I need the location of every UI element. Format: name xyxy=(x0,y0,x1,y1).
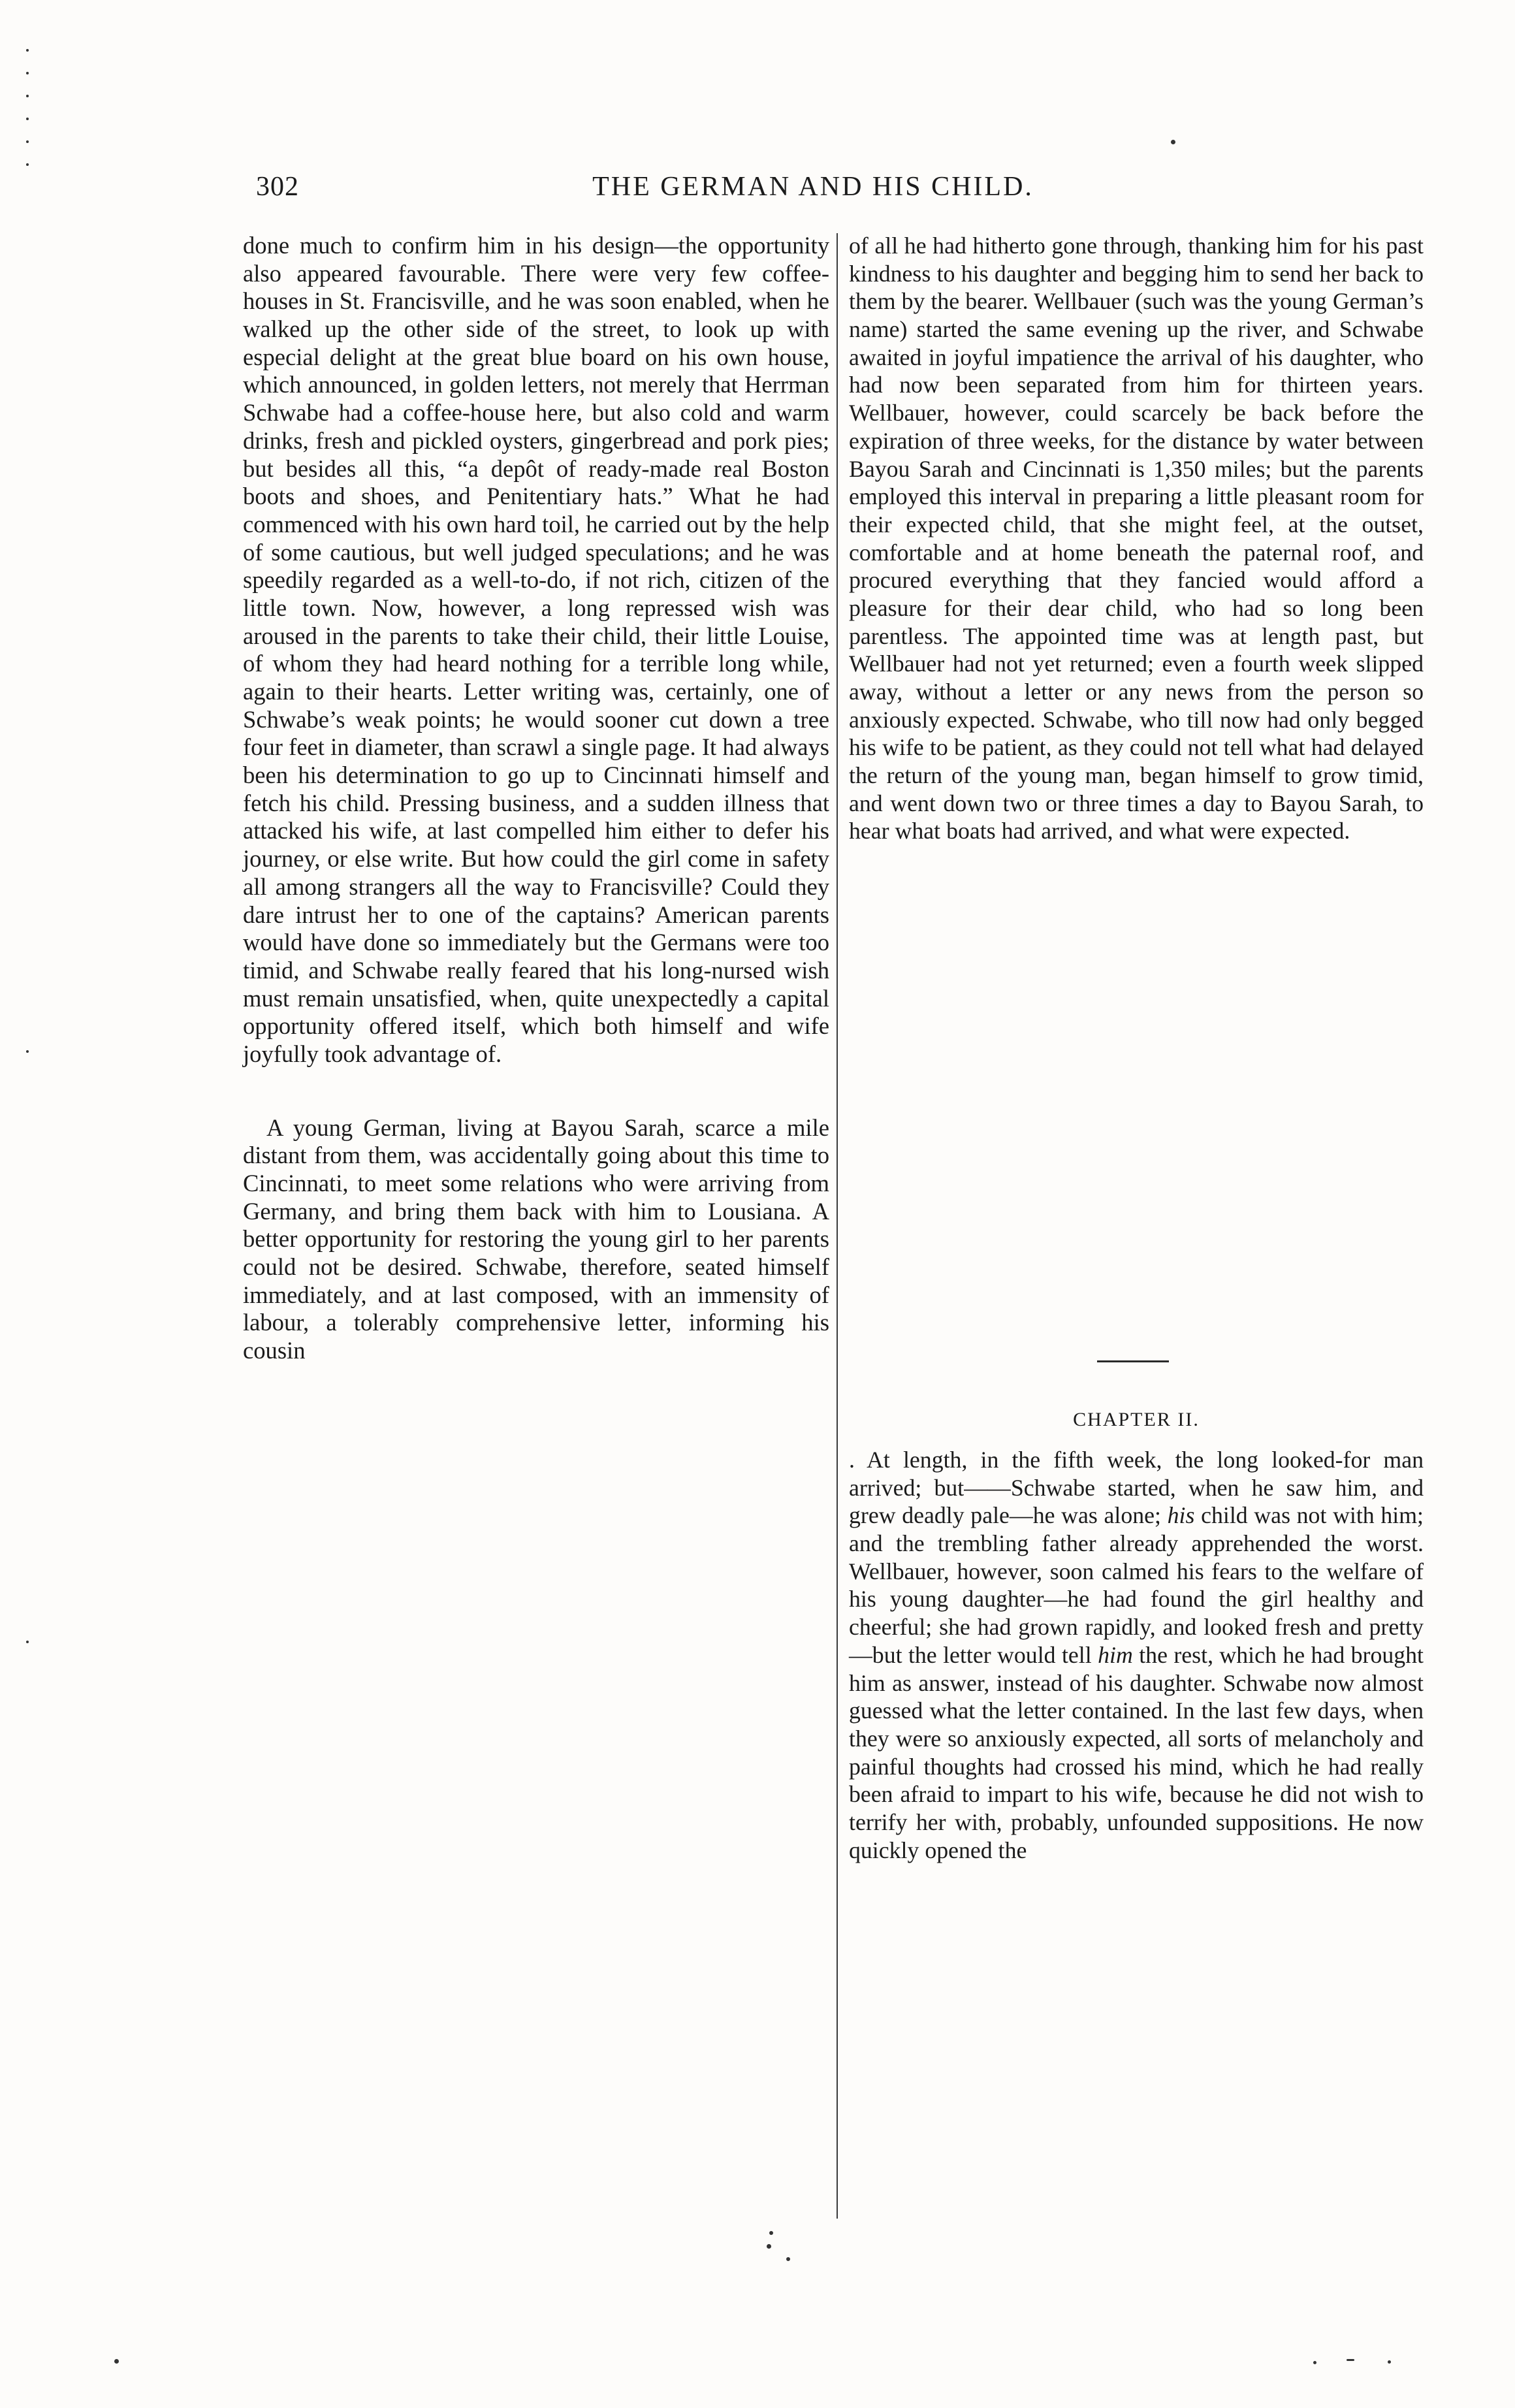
right-paragraph-2-start: . At length, in the fifth week, the long looked-for man arrived; but——Schwabe started, when he saw him, and grew deadly pale—he was alone; xyxy=(849,1447,1424,1529)
print-speck xyxy=(1388,2360,1391,2364)
left-column xyxy=(243,232,829,1365)
left-paragraph-1: done much to confirm him in his design—the opportunity also appeared favourable. There were very few coffee-houses in St. Francisville, and he was soon enabled, when he walked up the other side of the street, to look up with especial delight at the great blue board on his own house, which announced, in golden letters, not merely that Herrman Schwabe had a coffee-house here, but also cold and warm drinks, fresh and pickled oysters, gingerbread and pork pies; but besides all this, “a depôt of ready-made real Boston boots and shoes, and Penitentiary hats.” What he had commenced with his own hard toil, he carried out by the help of some cautious, but well judged speculations; and he was speedily regarded as a well-to-do, if not rich, citizen of the little town. Now, however, a long repressed wish was aroused in the parents to take their child, their little Louise, of whom they had heard nothing for a terrible long while, again to their hearts. Letter writing was, certainly, one of Schwabe’s weak points; he would sooner cut down a tree four feet in diameter, than scrawl a single page. It had always been his determination to go up to Cincinnati himself and fetch his child. Pressing business, and a sudden illness that attacked his wife, at last compelled him either to defer his journey, or else write. But how could the girl come in safety all among strangers all the way to Francisville? Could they dare intrust her to one of the captains? American parents would have done so immediately but the Germans were too timid, and Schwabe really feared that his long-nursed wish must remain unsatisfied, when, quite unexpectedly a capital opportunity offered itself, which both himself and wife joyfully took advantage of. xyxy=(243,232,829,1067)
print-speck xyxy=(114,2359,119,2364)
right-paragraph-2-middle: child was not with him; and the trembling father already apprehended the worst. Wellbauer, however, soon calmed his fears to the welfare of his young daughter—he had found the girl healthy and cheerful; she had grown rapidly, and looked fresh and pretty—but the letter would tell xyxy=(849,1502,1424,1668)
print-speck xyxy=(786,2257,790,2261)
print-speck xyxy=(26,140,29,143)
print-speck xyxy=(26,1050,29,1053)
print-speck xyxy=(1313,2361,1316,2364)
print-speck xyxy=(26,163,29,166)
print-speck xyxy=(26,72,29,74)
print-speck xyxy=(26,118,29,120)
print-speck xyxy=(767,2244,771,2249)
right-paragraph-2-end: the rest, which he had brought him as answer, instead of his daughter. Schwabe now almost guessed what the letter contained. In the last few days, when they were so anxiously expected, all sorts of melancholy and painful thoughts had crossed his mind, which he had really been afraid to impart to his wife, because he did not wish to terrify her with, probably, unfounded suppositions. He now quickly opened the xyxy=(849,1641,1424,1863)
column-divider xyxy=(837,233,838,2219)
print-speck xyxy=(1347,2359,1354,2361)
right-paragraph-2-emphasis: his xyxy=(1167,1502,1195,1529)
page-number: 302 xyxy=(256,172,299,202)
chapter-heading: CHAPTER II. xyxy=(1073,1409,1200,1430)
right-paragraph-2-emphasis-2: him xyxy=(1098,1641,1133,1668)
running-title: THE GERMAN AND HIS CHILD. xyxy=(592,172,1034,202)
print-speck xyxy=(26,95,29,97)
right-paragraph-1: of all he had hitherto gone through, thanking him for his past kindness to his daughter and begging him to send her back to them by the bearer. Wellbauer (such was the young German’s name) started the same evening up the river, and Schwabe awaited in joyful impatience the arrival of his daughter, who had now been separated from him for thirteen years. Wellbauer, however, could scarcely be back before the expiration of three weeks, for the distance by water between Bayou Sarah and Cincinnati is 1,350 miles; but the parents employed this interval in preparing a little pleasant room for their expected child, that she might feel, at the outset, comfortable and at home beneath the paternal roof, and procured everything that they fancied would afford a pleasure for their dear child, who had so long been parentless. The appointed time was at length past, but Wellbauer had not yet returned; even a fourth week slipped away, without a letter or any news from the person so anxiously expected. Schwabe, who till now had only begged his wife to be patient, as they could not tell what had delayed the return of the young man, began himself to grow timid, and went down two or three times a day to Bayou Sarah, to hear what boats had arrived, and what were expected. xyxy=(849,233,1424,844)
print-speck xyxy=(26,49,29,52)
left-paragraph-2: A young German, living at Bayou Sarah, scarce a mile distant from them, was accidentally going about this time to Cincinnati, to meet some relations who were arriving from Germany, and bring them back with him to Lousiana. A better opportunity for restoring the young girl to her parents could not be desired. Schwabe, therefore, seated himself immediately, and at last composed, with an immensity of labour, a tolerably comprehensive letter, informing his cousin xyxy=(243,1114,829,1364)
right-paragraph-2 xyxy=(849,1446,1424,1864)
page-header xyxy=(256,171,1370,223)
print-speck xyxy=(769,2231,773,2235)
section-rule xyxy=(1097,1360,1169,1362)
right-column-bottom xyxy=(849,1446,1424,1864)
right-column-top xyxy=(849,232,1424,845)
print-speck xyxy=(1171,140,1175,144)
print-speck xyxy=(26,1641,29,1643)
